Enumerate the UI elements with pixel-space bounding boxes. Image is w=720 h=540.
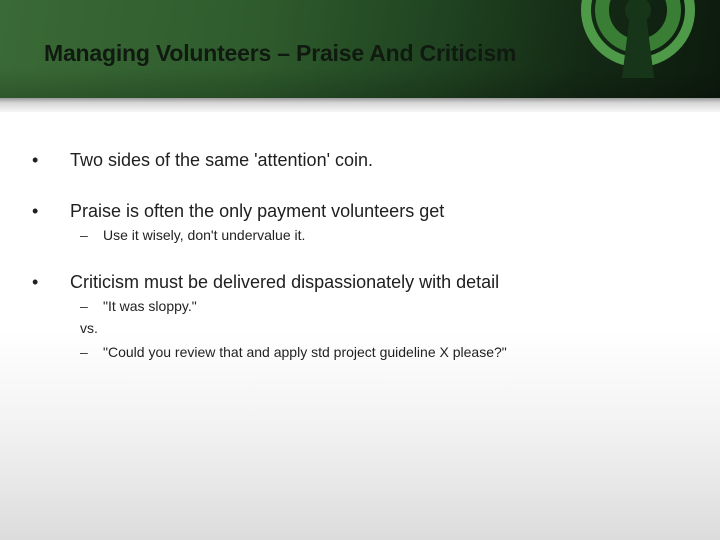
vs-text: vs.: [80, 320, 98, 336]
header-divider: [0, 98, 720, 112]
slide-header: [0, 0, 720, 98]
sub-bullet-text: Use it wisely, don't undervalue it.: [103, 227, 306, 243]
sub-bullet-text: "It was sloppy.": [103, 298, 197, 314]
slide-title: Managing Volunteers – Praise And Criticism: [44, 40, 517, 66]
sub-bullet-dash: –: [80, 227, 88, 243]
bullet-text: Criticism must be delivered dispassionately with detail: [70, 272, 500, 292]
sub-bullet-text: "Could you review that and apply std project guideline X please?": [103, 344, 507, 360]
open-source-keyhole-logo-icon: [580, 0, 696, 92]
bullet-text: Two sides of the same 'attention' coin.: [70, 150, 374, 170]
sub-bullet-dash: –: [80, 344, 88, 360]
bullet-marker: •: [32, 201, 39, 221]
bullet-marker: •: [32, 272, 39, 292]
bullet-text: Praise is often the only payment volunteers get: [70, 201, 445, 221]
sub-bullet-dash: –: [80, 298, 88, 314]
bullet-marker: •: [32, 150, 39, 170]
